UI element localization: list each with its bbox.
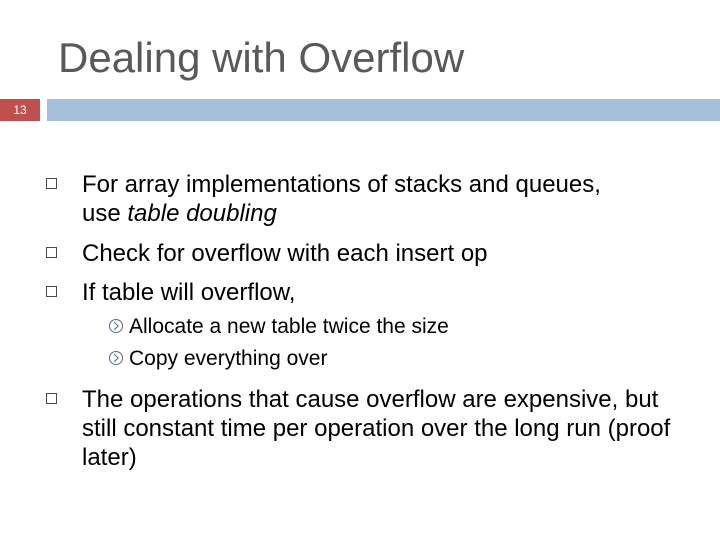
- sub-bullet-item: [129, 314, 649, 340]
- slide-number-badge: [0, 99, 40, 121]
- bullet-item: [82, 278, 682, 307]
- bullet-item: [82, 385, 692, 472]
- sub-bullet-item: [129, 346, 649, 372]
- slide-number: 13: [13, 103, 27, 117]
- square-bullet-icon: [46, 247, 57, 258]
- square-bullet-icon: [46, 286, 57, 297]
- sub-bullet-text: Allocate a new table twice the size: [129, 315, 449, 338]
- bullet-text: Check for overflow with each insert op: [82, 240, 488, 267]
- bullet-text: If table will overflow,: [82, 279, 296, 306]
- circle-arrow-bullet-icon: [109, 319, 123, 333]
- circle-arrow-bullet-icon: [109, 351, 123, 365]
- sub-bullet-text: Copy everything over: [129, 347, 328, 370]
- bullet-text: For array implementations of stacks and queues, use: [82, 171, 601, 227]
- bullet-emphasis: table doubling: [127, 200, 277, 227]
- bullet-item: [82, 170, 642, 228]
- bullet-text: The operations that cause overflow are expensive, but still constant time per operation over the long run (proof later): [82, 386, 671, 471]
- square-bullet-icon: [46, 178, 57, 189]
- bullet-item: [82, 239, 682, 268]
- square-bullet-icon: [46, 393, 57, 404]
- header-bar: [47, 99, 720, 121]
- slide-title: Dealing with Overflow: [58, 34, 465, 81]
